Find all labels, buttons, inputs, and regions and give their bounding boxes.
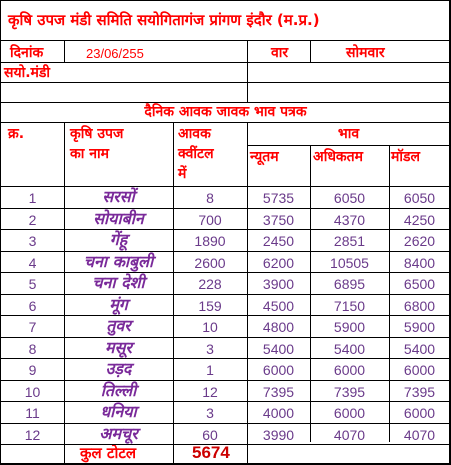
col-header-sno: क्र. — [8, 126, 25, 142]
grid-hline — [0, 122, 451, 123]
row-arrival: 8 — [206, 190, 214, 206]
grid-hline — [0, 272, 451, 273]
grid-hline — [0, 40, 451, 41]
row-max: 5400 — [333, 340, 366, 357]
grid-hline — [0, 208, 451, 209]
row-modal: 4070 — [403, 426, 436, 443]
col-header-arrival-line3: में — [178, 166, 187, 182]
col-header-modal: मॉडल — [391, 149, 420, 165]
grid-hline — [0, 251, 451, 252]
row-modal: 6000 — [403, 362, 436, 378]
row-modal: 5900 — [403, 319, 436, 335]
col-header-crop-line1: कृषि उपज — [70, 126, 124, 142]
row-sno: 11 — [25, 405, 40, 421]
row-min: 3900 — [262, 276, 295, 292]
sheet-title: कृषि उपज मंडी समिति सयोगितागंज प्रांगण इंदौर (म.प्र.) — [8, 11, 320, 29]
grid-hline — [0, 0, 451, 1]
col-header-arrival-line2: क्वींटल — [178, 146, 214, 162]
row-modal: 6500 — [403, 276, 436, 292]
row-sno: 10 — [24, 383, 41, 400]
row-min: 4500 — [262, 297, 295, 314]
row-max: 6050 — [333, 190, 366, 206]
row-crop: तुवर — [106, 316, 131, 335]
row-min: 7395 — [262, 383, 295, 400]
row-arrival: 1890 — [194, 233, 226, 249]
row-crop: मूंग — [109, 294, 128, 314]
grid-hline — [0, 337, 451, 338]
row-sno: 5 — [28, 276, 37, 292]
row-max: 4070 — [333, 426, 366, 443]
row-sno: 3 — [28, 233, 37, 249]
table-heading: दैनिक आवक जावक भाव पत्रक — [144, 104, 307, 120]
row-min: 3750 — [262, 211, 295, 228]
row-crop: चना देशी — [92, 273, 145, 292]
row-arrival: 700 — [198, 211, 222, 228]
row-min: 5400 — [262, 340, 295, 357]
grid-hline — [0, 82, 451, 83]
row-sno: 6 — [28, 297, 37, 314]
col-header-price: भाव — [337, 126, 360, 142]
row-modal: 6800 — [403, 297, 436, 314]
row-crop: चना काबुली — [83, 251, 154, 271]
day-label: वार — [271, 45, 289, 61]
row-arrival: 3 — [206, 340, 214, 357]
row-arrival: 1 — [206, 362, 214, 378]
grid-hline — [0, 102, 451, 103]
row-sno: 7 — [28, 319, 37, 335]
row-max: 10505 — [330, 254, 369, 271]
grid-hline — [0, 423, 451, 424]
grid-hline — [0, 229, 451, 230]
total-value: 5674 — [192, 443, 230, 462]
grid-vline — [247, 122, 248, 463]
row-max: 7150 — [333, 297, 366, 314]
row-modal: 6000 — [403, 405, 436, 421]
row-max: 4370 — [333, 211, 366, 228]
mandi-label: सयो.मंडी — [4, 65, 51, 81]
grid-hline — [0, 186, 451, 187]
row-max: 6000 — [333, 362, 366, 378]
col-header-arrival-line1: आवक — [178, 126, 211, 142]
row-arrival: 159 — [198, 297, 222, 314]
day-value: सोमवार — [346, 45, 385, 61]
row-sno: 9 — [28, 362, 37, 378]
row-arrival: 2600 — [194, 254, 226, 271]
row-max: 7395 — [333, 383, 366, 400]
grid-hline — [0, 444, 451, 445]
grid-vline — [173, 122, 174, 463]
row-crop: तिल्ली — [100, 380, 137, 400]
row-crop: मसूर — [105, 337, 132, 357]
grid-vline — [247, 82, 248, 102]
row-crop: उड़द — [105, 359, 132, 378]
row-sno: 4 — [28, 254, 37, 271]
grid-vline — [0, 0, 1, 465]
row-crop: गेंहू — [109, 230, 128, 249]
row-min: 2450 — [262, 233, 295, 249]
col-header-max: अधिकतम — [313, 149, 364, 165]
row-min: 4800 — [262, 319, 295, 335]
row-crop: धनिया — [100, 402, 137, 421]
row-sno: 1 — [28, 190, 37, 206]
grid-hline — [0, 380, 451, 381]
row-arrival: 3 — [206, 405, 214, 421]
grid-hline — [0, 358, 451, 359]
row-max: 5900 — [333, 319, 366, 335]
row-arrival: 60 — [202, 426, 218, 443]
total-label: कुल टोटल — [80, 444, 137, 462]
row-crop: सोयाबीन — [93, 208, 144, 228]
row-max: 6000 — [333, 405, 366, 421]
date-label: दिनांक — [10, 45, 44, 61]
date-value: 23/06/255 — [86, 46, 144, 61]
row-crop: सरसों — [102, 187, 135, 206]
row-min: 4000 — [262, 405, 295, 421]
grid-hline — [0, 294, 451, 295]
row-modal: 5400 — [403, 340, 436, 357]
row-arrival: 228 — [198, 276, 222, 292]
row-modal: 4250 — [403, 211, 436, 228]
row-min: 6200 — [262, 254, 295, 271]
row-arrival: 10 — [202, 319, 218, 335]
row-modal: 2620 — [403, 233, 436, 249]
grid-vline — [310, 40, 311, 62]
grid-hline — [0, 315, 451, 316]
grid-vline — [64, 122, 65, 463]
row-min: 5735 — [262, 190, 295, 206]
row-modal: 7395 — [403, 383, 436, 400]
grid-hline — [0, 62, 451, 63]
grid-hline — [0, 401, 451, 402]
row-min: 6000 — [262, 362, 295, 378]
col-header-crop-line2: का नाम — [70, 146, 110, 162]
row-min: 3990 — [262, 426, 295, 443]
row-max: 2851 — [333, 233, 366, 249]
row-sno: 8 — [28, 340, 37, 357]
row-max: 6895 — [333, 276, 366, 292]
row-arrival: 12 — [202, 383, 218, 400]
row-modal: 8400 — [403, 254, 436, 271]
row-sno: 12 — [24, 426, 41, 443]
row-modal: 6050 — [403, 190, 436, 206]
row-sno: 2 — [28, 211, 37, 228]
grid-hline — [247, 145, 451, 146]
col-header-min: न्यूतम — [250, 149, 279, 165]
row-crop: अमचूर — [99, 423, 138, 443]
grid-vline — [64, 40, 65, 62]
